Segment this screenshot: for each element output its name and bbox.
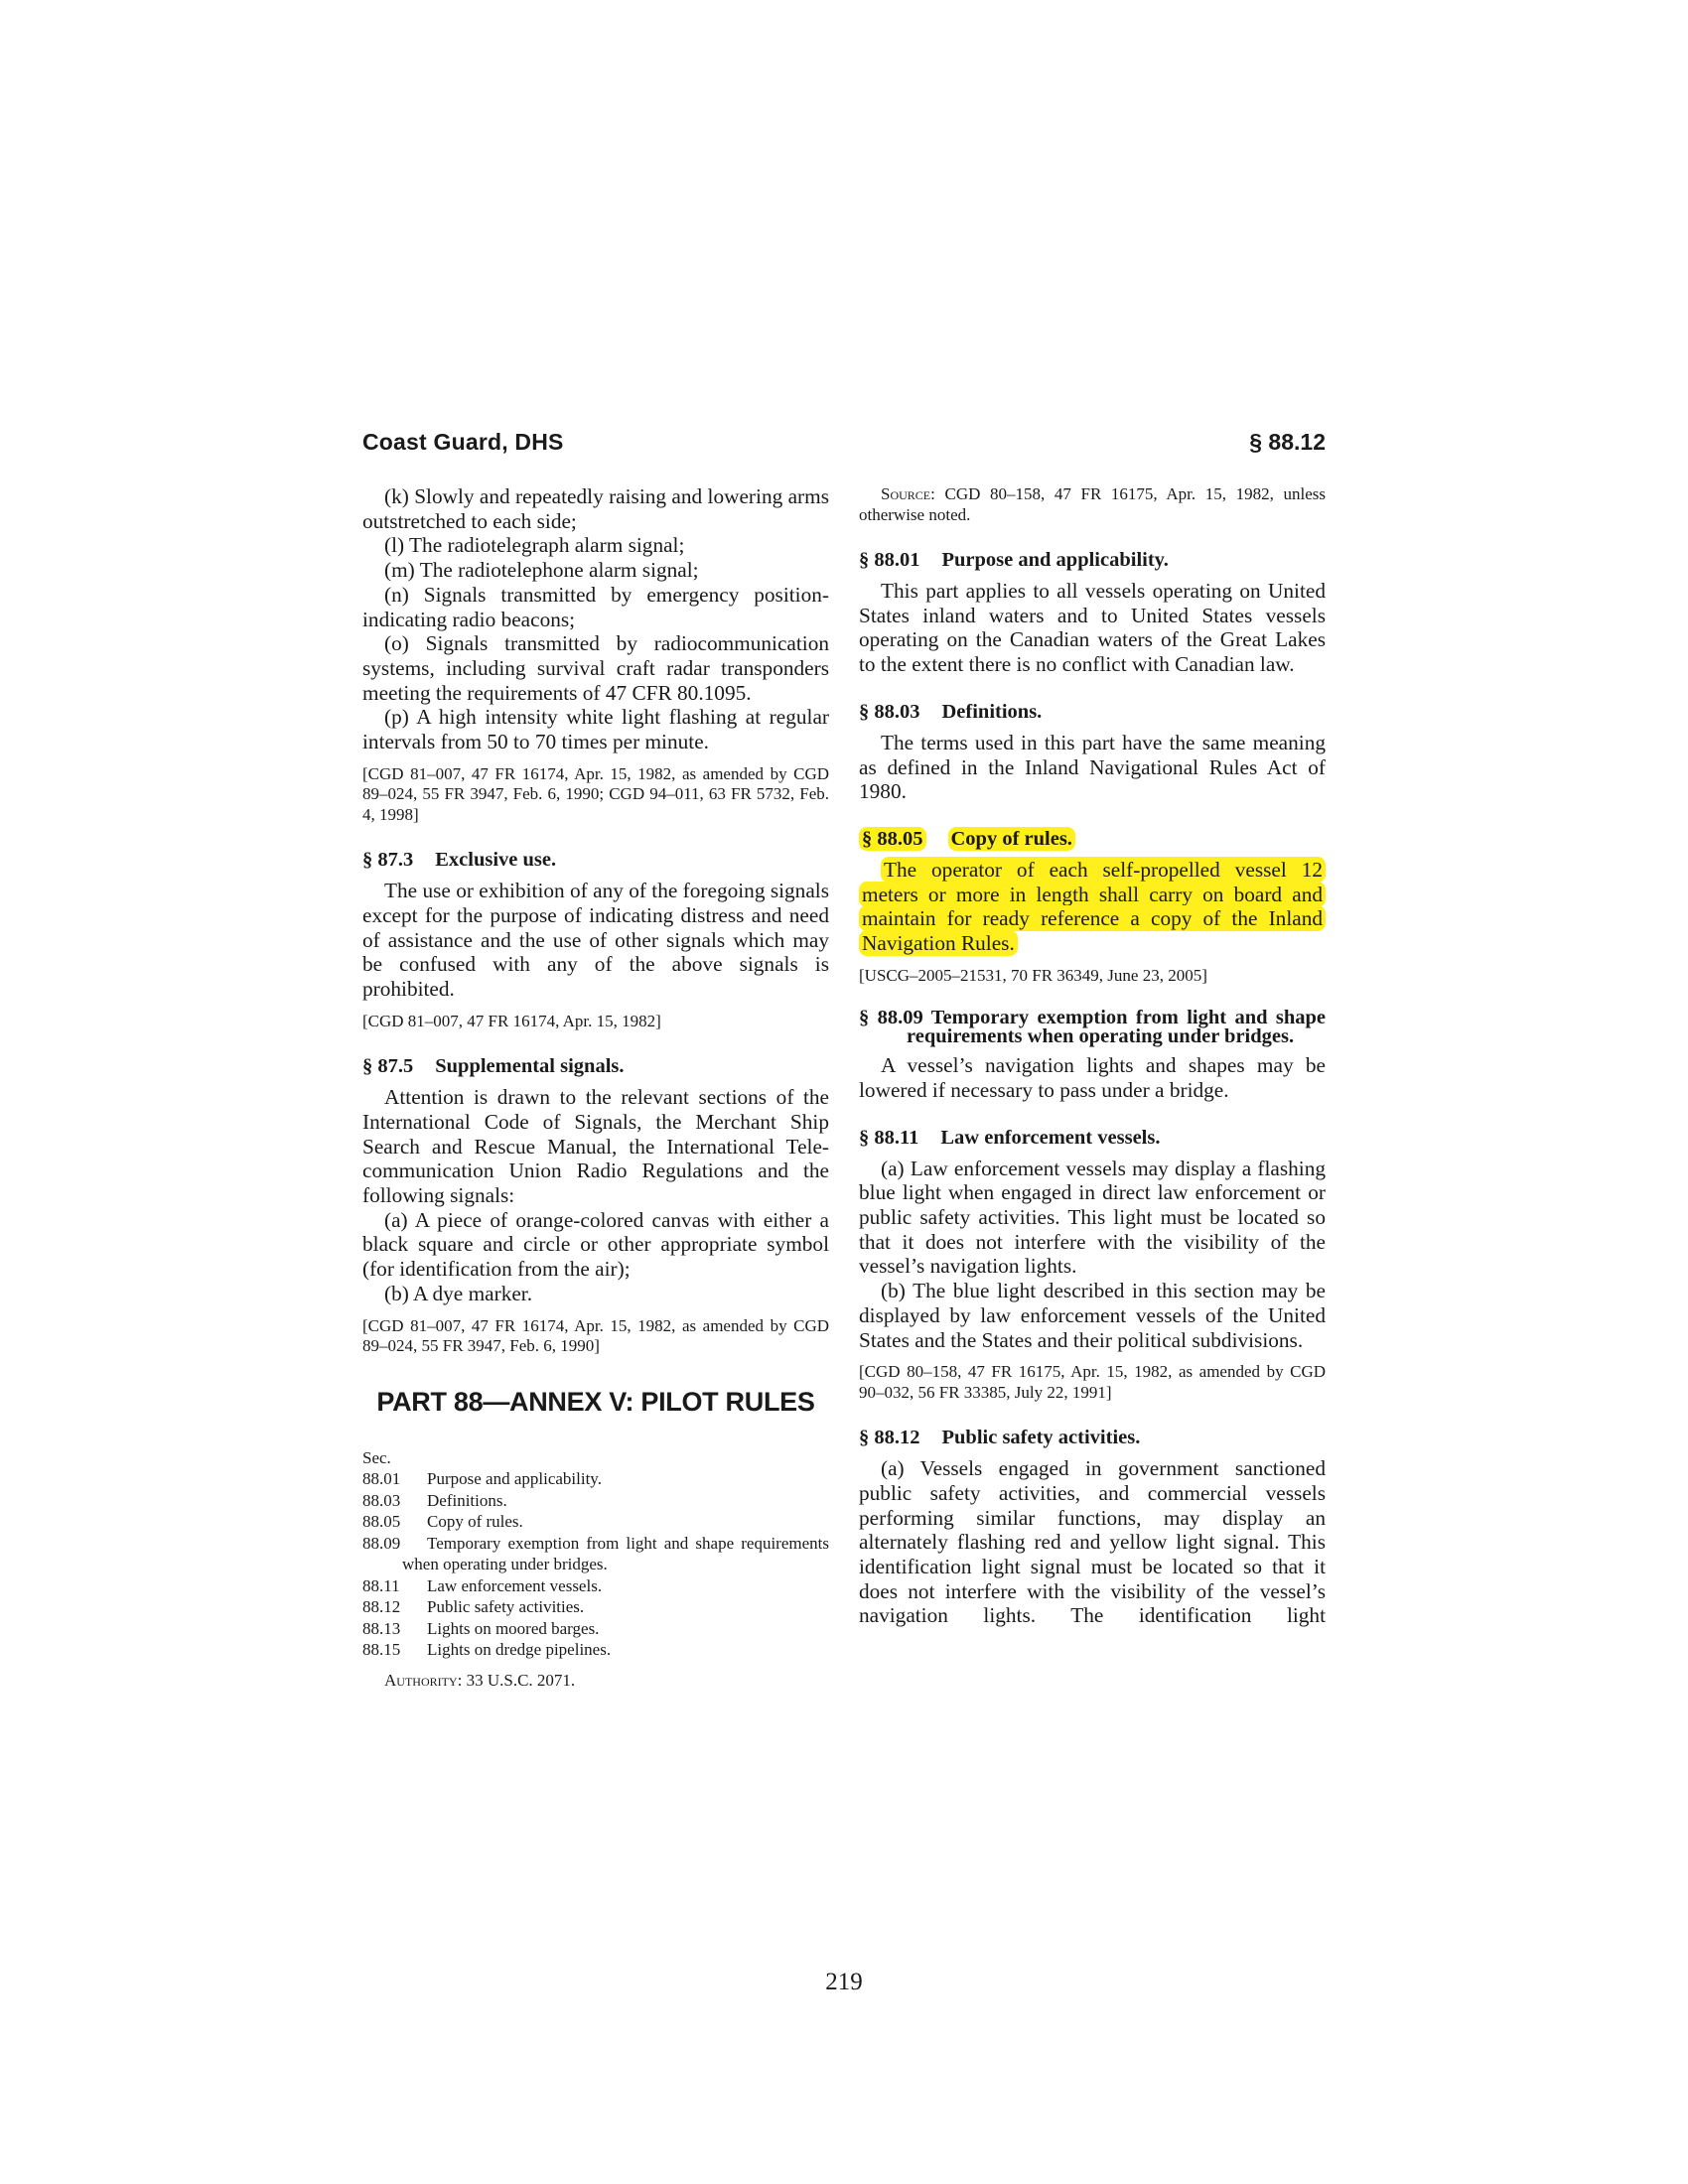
toc-entry-number: 88.09: [362, 1533, 401, 1553]
source-note: [859, 484, 1326, 525]
toc-entry-text: Purpose and applicability.: [427, 1469, 602, 1489]
toc-entry: [362, 1490, 829, 1512]
section-marker: § 88.12: [1249, 429, 1326, 455]
section-number: § 88.09: [859, 1007, 923, 1029]
item-a-88-11: (a) Law enforcement vessels may display a flashing blue light when engaged in direct law enforcement or public safety activities. This light must be located so that it does not interfere with the visibility of the vessel’s navigation lights.: [859, 1156, 1326, 1279]
toc-entry-number: 88.13: [362, 1618, 401, 1638]
toc-entry-number: 88.15: [362, 1640, 401, 1660]
authority-note: [362, 1671, 829, 1691]
section-title: Law enforcement vessels.: [940, 1126, 1161, 1149]
section-heading-88-12: [859, 1426, 1326, 1449]
section-number: § 88.12: [859, 1427, 920, 1449]
toc-entry-text: Lights on moored barges.: [427, 1618, 600, 1638]
section-title: Exclusive use.: [435, 849, 557, 872]
section-body-88-01: This part applies to all vessels operating on United States inland waters and to United States vessels operating on the Canadian waters of the Great Lakes to the extent there is no conflict with Canadian law.: [859, 579, 1326, 677]
section-heading-88-09: [859, 1009, 1326, 1046]
citation-87-1: [CGD 81–007, 47 FR 16174, Apr. 15, 1982, as amended by CGD 89–024, 55 FR 3947, Feb. 6, 1990; CGD 94–011, 63 FR 5732, Feb. 4, 1998]: [362, 763, 829, 824]
toc-entry: [362, 1596, 829, 1618]
left-column: [362, 484, 829, 1691]
part-title: PART 88—ANNEX V: PILOT RULES: [376, 1386, 815, 1417]
section-body-87-3: The use or exhibition of any of the foregoing signals except for the purpose of indicating distress and need of assistance and the use of other signals which may be confused with any of the above signals is prohibited.: [362, 879, 829, 1002]
section-title: Public safety activities.: [941, 1427, 1141, 1449]
section-title: Temporary exemption from light and shape requirements when operating under bridges.: [907, 1007, 1327, 1048]
item-m: (m) The radiotelephone alarm signal;: [384, 558, 699, 583]
toc-entry-text: Temporary exemption from light and shape requirements when operating under bridges.: [402, 1533, 829, 1574]
toc-entry-text: Public safety activities.: [427, 1597, 585, 1617]
section-heading-87-3: [362, 848, 829, 872]
source-text: : CGD 80–158, 47 FR 16175, Apr. 15, 1982, unless otherwise noted.: [859, 484, 1326, 524]
section-heading-88-11: [859, 1126, 1326, 1150]
section-title: Purpose and applicability.: [941, 549, 1169, 571]
page-header: [362, 429, 1326, 463]
toc-entry-number: 88.12: [362, 1597, 401, 1617]
section-heading-88-03: [859, 700, 1326, 724]
section-body-88-09: A vessel’s navigation lights and shapes may be lowered if necessary to pass under a bridge.: [859, 1053, 1326, 1102]
right-column: [859, 484, 1326, 1628]
section-number-highlighted: § 88.05: [859, 827, 926, 851]
section-heading-88-01: [859, 548, 1326, 572]
section-title-highlighted: Copy of rules.: [948, 827, 1075, 851]
item-p: (p) A high intensity white light flashing at regular intervals from 50 to 70 times per minute.: [362, 705, 829, 754]
toc-entry: [362, 1533, 829, 1575]
authority-text: : 33 U.S.C. 2071.: [457, 1670, 576, 1690]
section-number: § 88.03: [859, 700, 920, 723]
item-b-87-5: (b) A dye marker.: [384, 1281, 533, 1305]
toc-entry-number: 88.11: [362, 1575, 400, 1595]
toc-entry-number: 88.05: [362, 1512, 401, 1532]
section-title: Definitions.: [941, 700, 1043, 723]
table-of-contents: [362, 1447, 829, 1661]
citation-87-3: [CGD 81–007, 47 FR 16174, Apr. 15, 1982]: [362, 1011, 661, 1030]
section-heading-87-5: [362, 1054, 829, 1078]
citation-87-5: [CGD 81–007, 47 FR 16174, Apr. 15, 1982, as amended by CGD 89–024, 55 FR 3947, Feb. 6, 1990]: [362, 1315, 829, 1356]
section-body-88-03: The terms used in this part have the same meaning as defined in the Inland Navigational Rules Act of 1980.: [859, 730, 1326, 804]
item-o: (o) Signals transmitted by radiocommunication systems, including survival craft radar transponders meeting the requirements of 47 CFR 80.1095.: [362, 631, 829, 705]
item-a-88-12: (a) Vessels engaged in government sanctioned public safety activities, and commercial vessels performing similar functions, may display an alternately flashing red and yellow light signal. This identification light signal must be located so that it does not interfere with the visibility of the vessel’s navigation lights. The identification light: [859, 1456, 1326, 1628]
toc-entry: [362, 1511, 829, 1533]
section-number: § 87.5: [362, 1055, 414, 1078]
toc-label: Sec.: [362, 1447, 391, 1467]
toc-entry: [362, 1639, 829, 1661]
highlighted-text: The operator of each self-propelled vessel 12 meters or more in length shall carry on board and maintain for ready reference a copy of the Inland Navigation Rules.: [859, 857, 1326, 956]
toc-entry: [362, 1575, 829, 1597]
section-body-88-05: [859, 858, 1326, 956]
toc-entry-number: 88.01: [362, 1469, 401, 1489]
authority-label: Authority: [384, 1670, 458, 1690]
toc-entry-text: Lights on dredge pipelines.: [427, 1640, 612, 1660]
toc-entry: [362, 1618, 829, 1640]
toc-entry-text: Definitions.: [427, 1490, 507, 1510]
item-k: (k) Slowly and repeatedly raising and lowering arms outstretched to each side;: [362, 484, 829, 533]
page-number: 219: [825, 1969, 863, 1995]
section-heading-88-05: [859, 827, 1326, 851]
toc-entry-text: Copy of rules.: [427, 1512, 523, 1532]
section-title: Supplemental signals.: [435, 1055, 625, 1078]
source-label: Source: [881, 484, 931, 503]
citation-88-05: [USCG–2005–21531, 70 FR 36349, June 23, 2005]: [859, 965, 1207, 985]
section-number: § 88.01: [859, 549, 920, 571]
running-head: Coast Guard, DHS: [362, 429, 564, 455]
citation-88-11: [CGD 80–158, 47 FR 16175, Apr. 15, 1982, as amended by CGD 90–032, 56 FR 33385, July 22, 1991]: [859, 1362, 1326, 1402]
section-number: § 87.3: [362, 849, 414, 872]
toc-entry-text: Law enforcement vessels.: [427, 1575, 603, 1595]
item-l: (l) The radiotelegraph alarm signal;: [384, 533, 685, 558]
item-b-88-11: (b) The blue light described in this section may be displayed by law enforcement vessels of the United States and the States and their political subdivisions.: [859, 1279, 1326, 1352]
section-body-87-5: Attention is drawn to the relevant sections of the International Code of Signals, the Merchant Ship Search and Rescue Manual, the International Telecommunication Union Radio Regulations and the following signals:: [362, 1085, 829, 1208]
item-n: (n) Signals transmitted by emergency position-indicating radio beacons;: [362, 582, 829, 631]
item-a-87-5: (a) A piece of orange-colored canvas with either a black square and circle or other appropriate symbol (for identification from the air);: [362, 1207, 829, 1282]
section-number: § 88.11: [859, 1126, 919, 1149]
toc-entry: [362, 1468, 829, 1490]
toc-entry-number: 88.03: [362, 1490, 401, 1510]
